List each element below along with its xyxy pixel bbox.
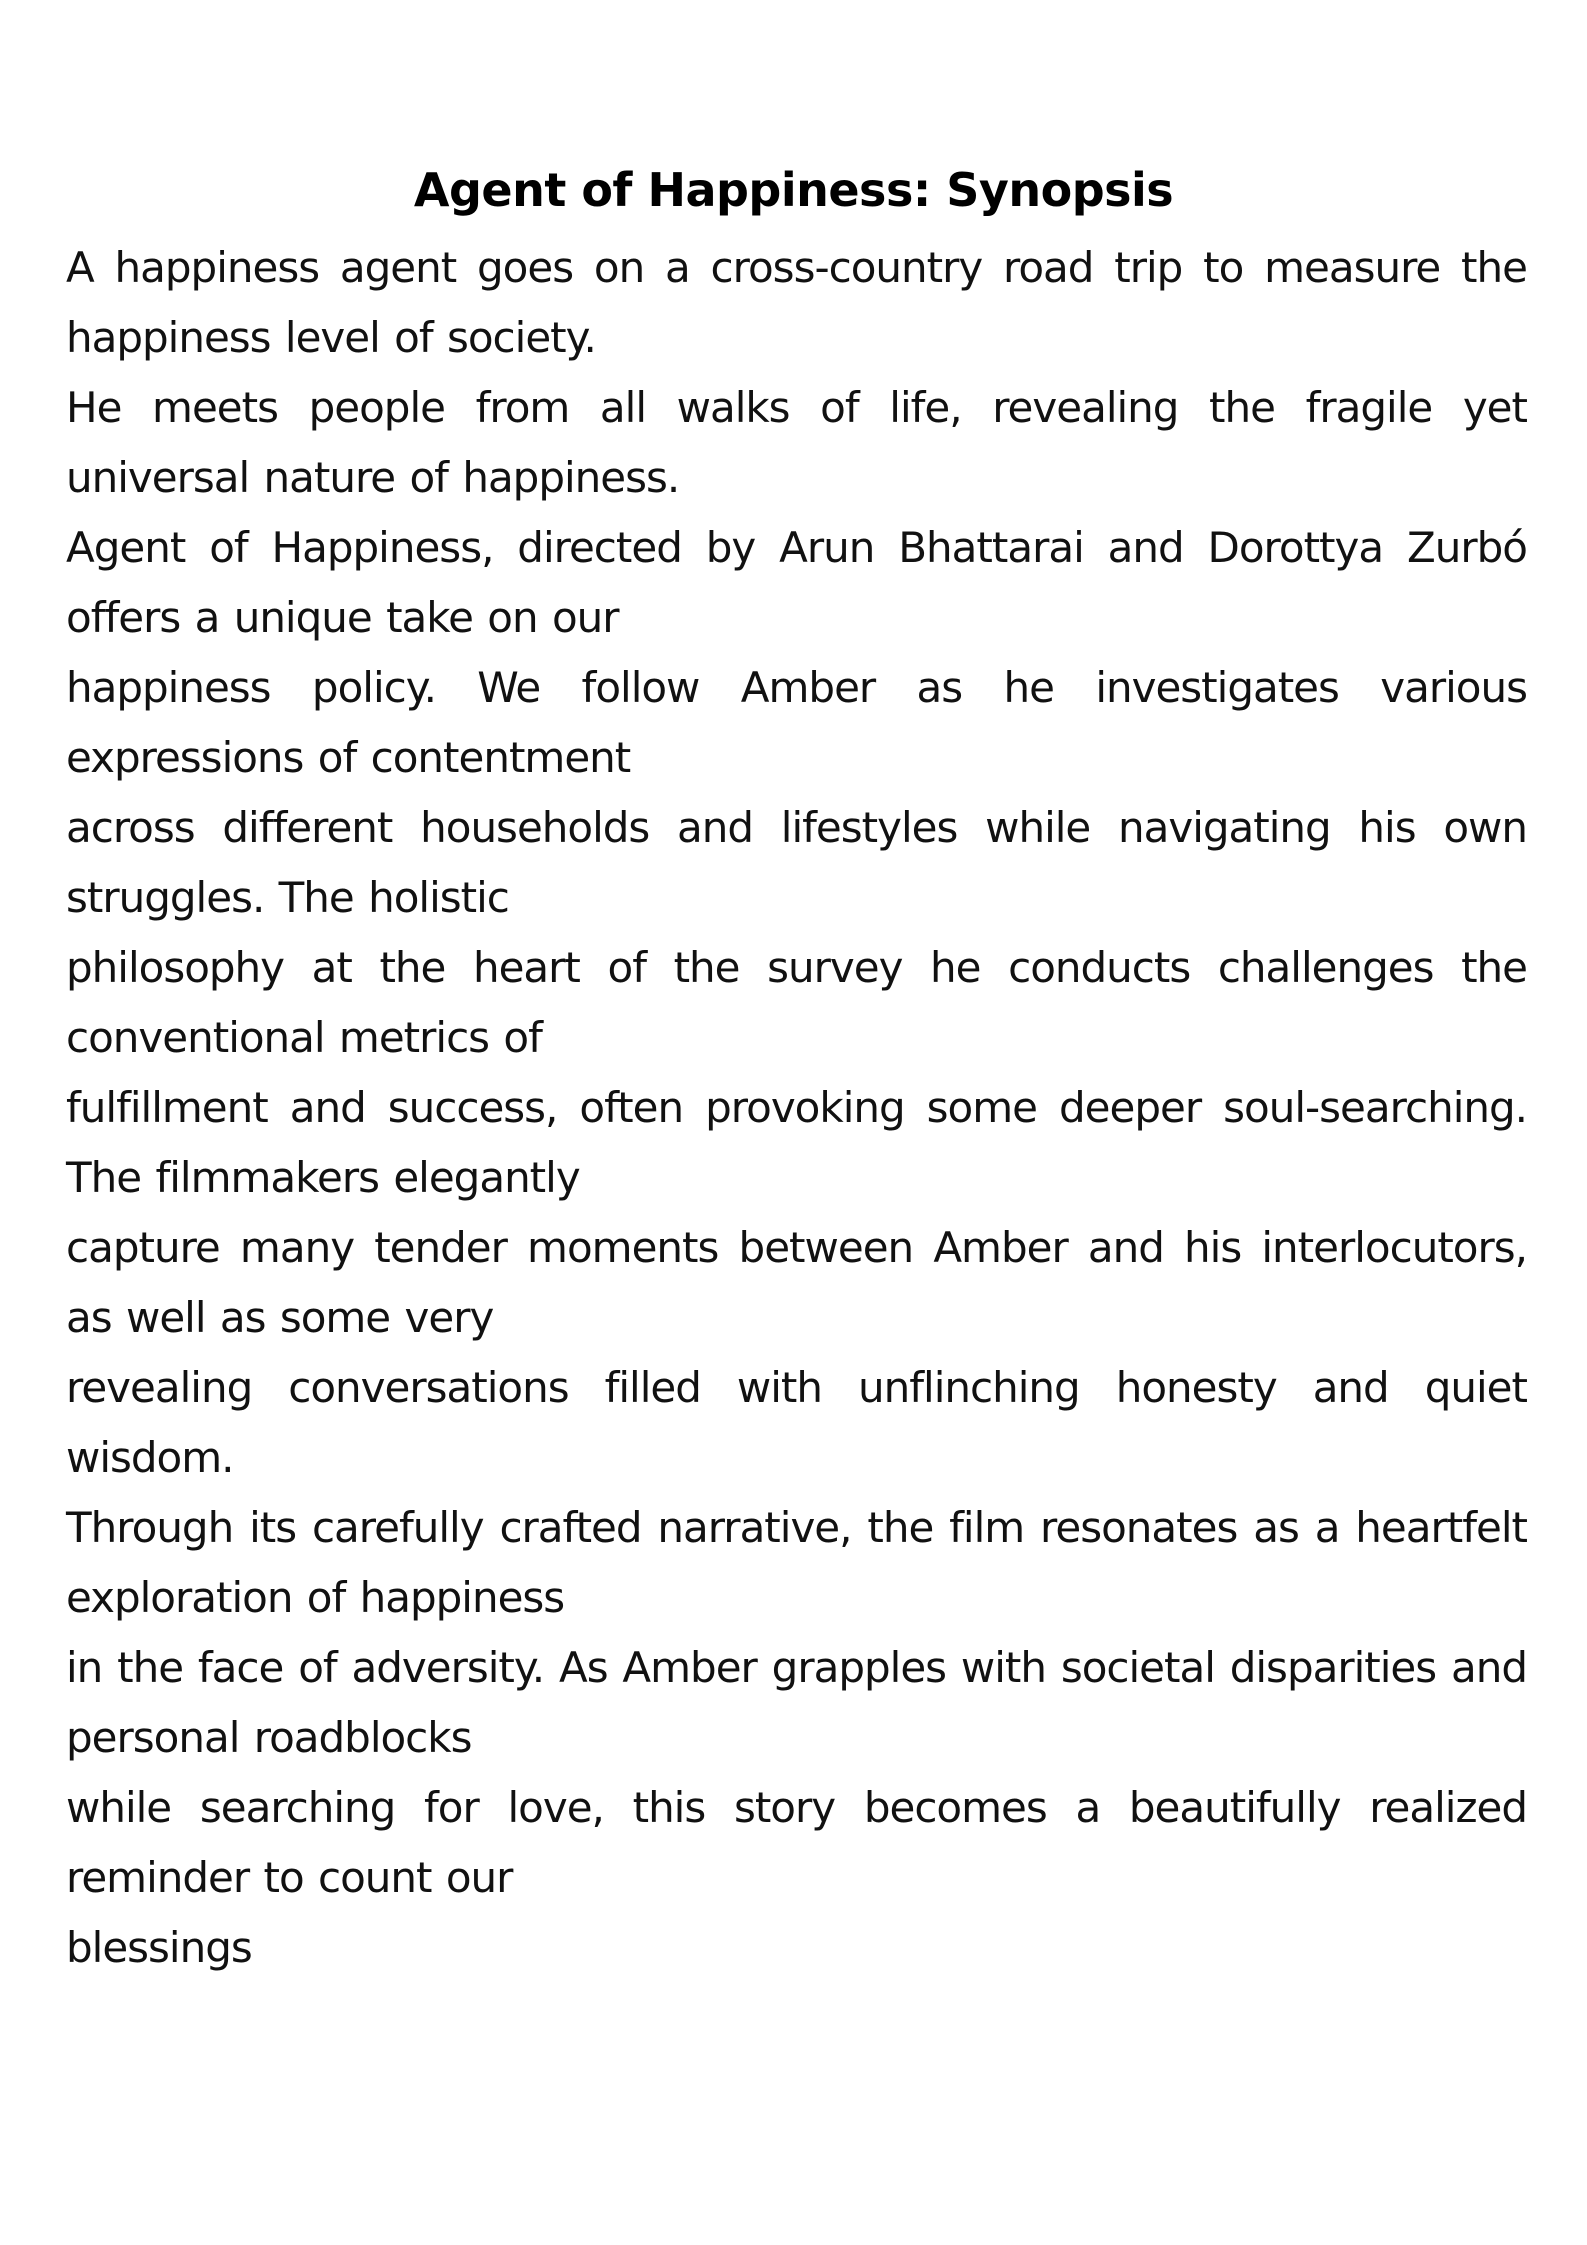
- paragraph: capture many tender moments between Amber and his interlocutors, as well as some very: [66, 1223, 1527, 1342]
- synopsis-body: [66, 233, 1527, 1983]
- paragraph: A happiness agent goes on a cross-country road trip to measure the happiness level of society.: [66, 243, 1527, 362]
- paragraph: blessings: [66, 1923, 252, 1972]
- paragraph: across different households and lifestyles while navigating his own struggles. The holistic: [66, 803, 1527, 922]
- paragraph: revealing conversations filled with unflinching honesty and quiet wisdom.: [66, 1363, 1527, 1482]
- paragraph: Through its carefully crafted narrative, the film resonates as a heartfelt exploration of happiness: [66, 1503, 1527, 1622]
- paragraph: in the face of adversity. As Amber grapples with societal disparities and personal roadblocks: [66, 1643, 1527, 1762]
- paragraph: fulfillment and success, often provoking some deeper soul-searching. The filmmakers elegantly: [66, 1083, 1527, 1202]
- paragraph: happiness policy. We follow Amber as he investigates various expressions of contentment: [66, 663, 1527, 782]
- paragraph: He meets people from all walks of life, revealing the fragile yet universal nature of happiness.: [66, 383, 1527, 502]
- paragraph: philosophy at the heart of the survey he conducts challenges the conventional metrics of: [66, 943, 1527, 1062]
- paragraph: Agent of Happiness, directed by Arun Bhattarai and Dorottya Zurbó offers a unique take on our: [66, 523, 1527, 642]
- paragraph: while searching for love, this story becomes a beautifully realized reminder to count our: [66, 1783, 1527, 1902]
- document-title: Agent of Happiness: Synopsis: [413, 163, 1174, 217]
